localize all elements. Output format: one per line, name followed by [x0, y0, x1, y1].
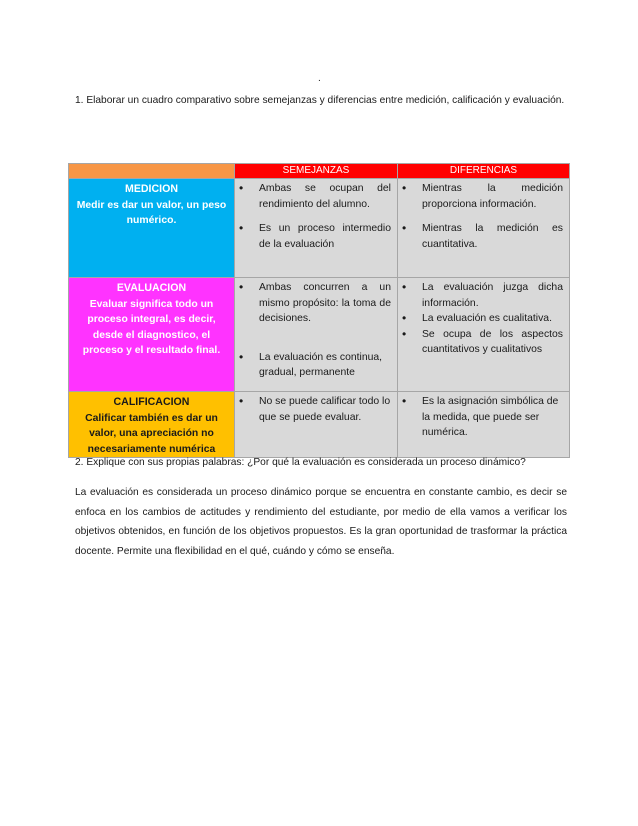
- answer-2: La evaluación es considerada un proceso dinámico porque se encuentra en constante cambio, es decir se enfoca en los cambios de actitudes y rendimiento del estudiante, por medio de ella vamos a verificar los objetivos obtenidos, en función de los objetivos propuestos. Es la gran oportunidad de trasformar la práctica docente. Permite una flexibilidad en el qué, cuándo y cómo se enseña.: [75, 487, 567, 557]
- list-item: • Ambas se ocupan del rendimiento del alumno.: [239, 181, 391, 212]
- question-1: 1. Elaborar un cuadro comparativo sobre semejanzas y diferencias entre medición, calificación y evaluación.: [75, 95, 565, 106]
- list-item: • Es un proceso intermedio de la evaluación: [239, 221, 391, 252]
- list-item: • Es la asignación simbólica de la medida, que puede ser numérica.: [402, 394, 563, 441]
- concept-cell-medicion: [69, 179, 235, 278]
- semejanzas-cell-evaluacion: [235, 278, 398, 392]
- comparison-table: [68, 163, 570, 458]
- diferencias-cell-medicion: [398, 179, 570, 278]
- question-2: 2. Explique con sus propias palabras: ¿Por qué la evaluación es considerada un proceso dinámico?: [75, 457, 526, 468]
- table-row-calificacion: [69, 392, 570, 458]
- concept-title: MEDICION: [125, 183, 178, 195]
- diferencias-cell-evaluacion: [398, 278, 570, 392]
- list-item: • Ambas concurren a un mismo propósito: la toma de decisiones.: [239, 280, 391, 327]
- concept-definition: Calificar también es dar un valor, una apreciación no necesariamente numérica: [85, 412, 218, 455]
- list-item: • Se ocupa de los aspectos cuantitativos y cualitativos: [402, 327, 563, 358]
- concept-definition: Evaluar significa todo un proceso integral, es decir, desde el diagnostico, el proceso y el resultado final.: [82, 298, 221, 356]
- concept-cell-calificacion: [69, 392, 235, 458]
- semejanzas-cell-medicion: [235, 179, 398, 278]
- table-row-evaluacion: [69, 278, 570, 392]
- list-item: • La evaluación es cualitativa.: [402, 311, 563, 327]
- diferencias-cell-calificacion: [398, 392, 570, 458]
- list-item: • Mientras la medición proporciona información.: [402, 181, 563, 212]
- header-semejanzas: SEMEJANZAS: [235, 164, 398, 179]
- header-corner-cell: [69, 164, 235, 179]
- table-header-row: [69, 164, 570, 179]
- header-diferencias: DIFERENCIAS: [398, 164, 570, 179]
- list-item: • La evaluación juzga dicha información.: [402, 280, 563, 311]
- page-dot: .: [318, 73, 321, 84]
- list-item: • No se puede calificar todo lo que se puede evaluar.: [239, 394, 391, 425]
- concept-definition: Medir es dar un valor, un peso numérico.: [76, 199, 227, 226]
- semejanzas-cell-calificacion: [235, 392, 398, 458]
- concept-cell-evaluacion: [69, 278, 235, 392]
- list-item: • La evaluación es continua, gradual, permanente: [239, 350, 391, 381]
- list-item: • Mientras la medición es cuantitativa.: [402, 221, 563, 252]
- concept-title: EVALUACION: [116, 282, 187, 294]
- concept-title: CALIFICACION: [113, 396, 190, 408]
- table-row-medicion: [69, 179, 570, 278]
